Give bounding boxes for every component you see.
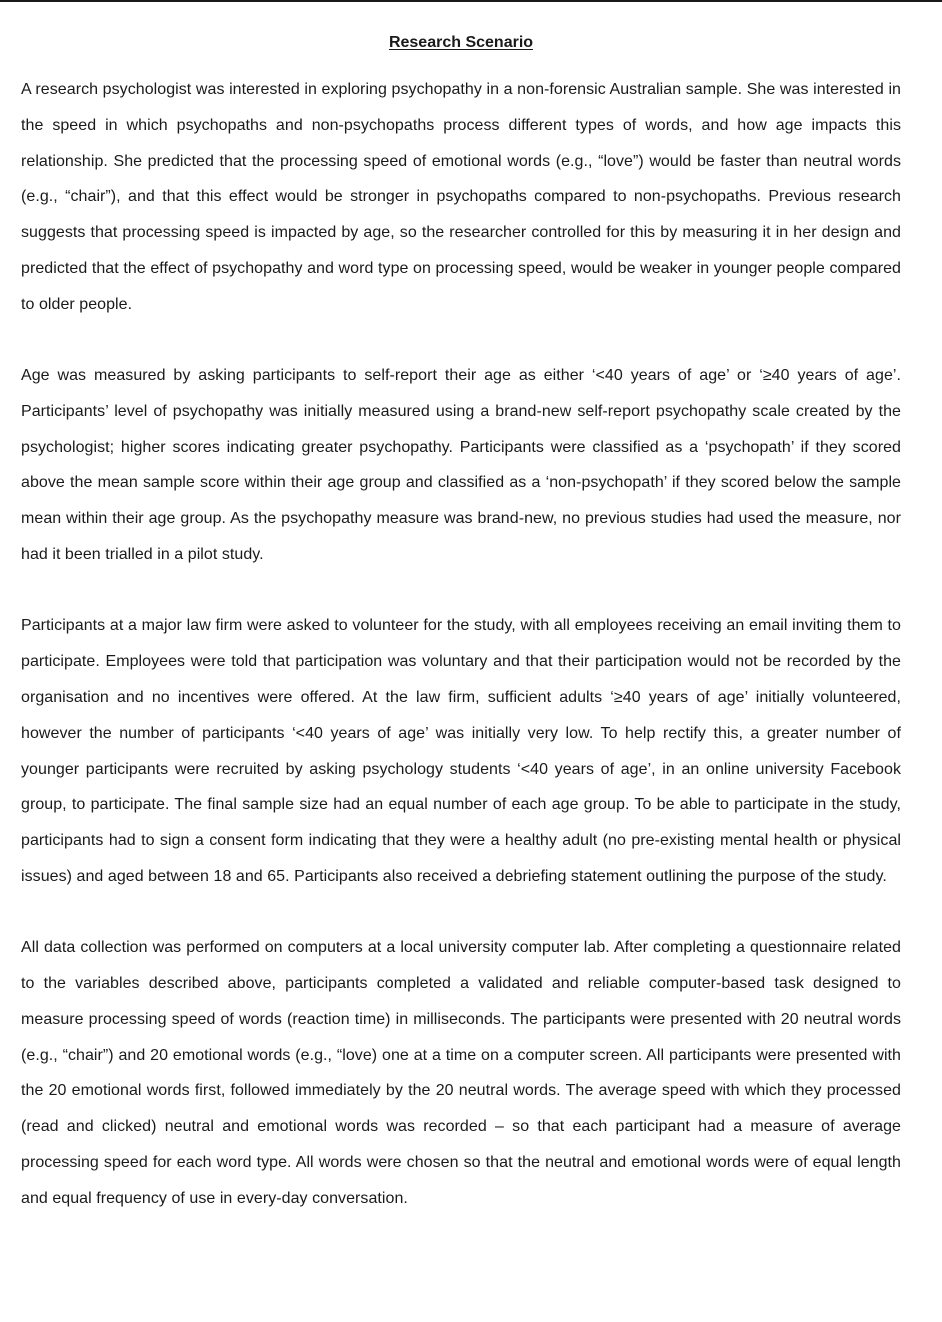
document-title: Research Scenario (388, 34, 534, 51)
paragraph-measures: Age was measured by asking participants to self-report their age as either ‘<40 years of age’ or ‘≥40 years of age’. Participants’ level of psychopathy was initially measured using a brand-new self-report psychopathy scale created by the psychologist; higher scores indicating greater psychopathy. Participants were classified as a ‘psychopath’ if they scored above the mean sample score within their age group and classified as a ‘non-psychopath’ if they scored below the sample mean within their age group. As the psychopathy measure was brand-new, no previous studies had used the measure, nor had it been trialled in a pilot study. (21, 367, 901, 564)
document-page (21, 0, 901, 1217)
paragraph-procedure: All data collection was performed on computers at a local university computer lab. After completing a questionnaire related to the variables described above, participants completed a validated and reliable computer-based task designed to measure processing speed of words (reaction time) in milliseconds. The participants were presented with 20 neutral words (e.g., “chair”) and 20 emotional words (e.g., “love) one at a time on a computer screen. All participants were presented with the 20 emotional words first, followed immediately by the 20 neutral words. The average speed with which they processed (read and clicked) neutral and emotional words was recorded – so that each participant had a measure of average processing speed for each word type. All words were chosen so that the neutral and emotional words were of equal length and equal frequency of use in every-day conversation. (21, 939, 901, 1207)
paragraph-participants: Participants at a major law firm were asked to volunteer for the study, with all employees receiving an email inviting them to participate. Employees were told that participation was voluntary and that their participation would not be recorded by the organisation and no incentives were offered. At the law firm, sufficient adults ‘≥40 years of age’ initially volunteered, however the number of participants ‘<40 years of age’ was initially very low. To help rectify this, a greater number of younger participants were recruited by asking psychology students ‘<40 years of age’, in an online university Facebook group, to participate. The final sample size had an equal number of each age group. To be able to participate in the study, participants had to sign a consent form indicating that they were a healthy adult (no pre-existing mental health or physical issues) and aged between 18 and 65. Participants also received a debriefing statement outlining the purpose of the study. (21, 617, 901, 885)
paragraph-aims: A research psychologist was interested in exploring psychopathy in a non-forensic Australian sample. She was interested in the speed in which psychopaths and non-psychopaths process different types of words, and how age impacts this relationship. She predicted that the processing speed of emotional words (e.g., “love”) would be faster than neutral words (e.g., “chair”), and that this effect would be stronger in psychopaths compared to non-psychopaths. Previous research suggests that processing speed is impacted by age, so the researcher controlled for this by measuring it in her design and predicted that the effect of psychopathy and word type on processing speed, would be weaker in younger people compared to older people. (21, 81, 901, 313)
